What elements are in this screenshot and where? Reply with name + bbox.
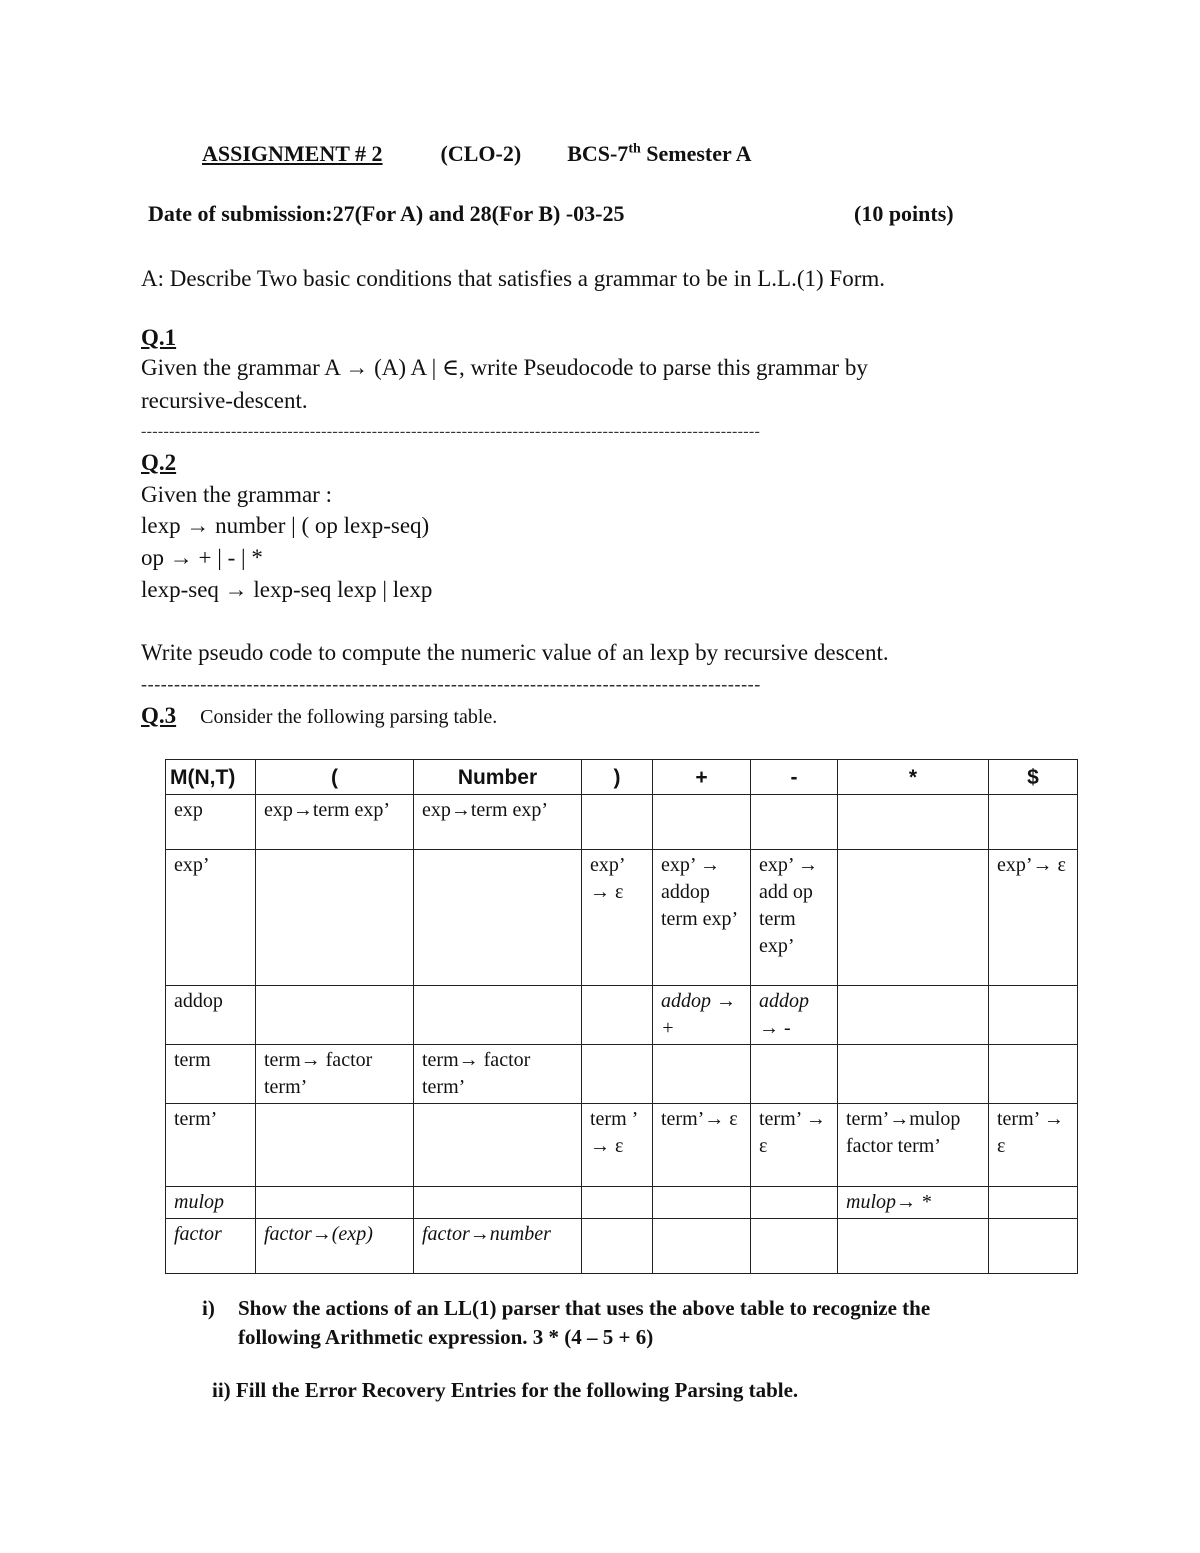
table-cell <box>582 1219 653 1274</box>
q3-subquestion-ii: ii) Fill the Error Recovery Entries for the following Parsing table. <box>212 1378 799 1402</box>
assignment-header <box>202 141 752 167</box>
table-cell <box>989 1219 1078 1274</box>
points-label: (10 points) <box>854 201 954 226</box>
table-cell: exp’ → add op term exp’ <box>751 850 838 986</box>
table-header-cell: ( <box>256 760 414 795</box>
table-cell: addop → - <box>751 986 838 1045</box>
table-cell <box>414 986 582 1045</box>
table-cell: exp’ → addop term exp’ <box>653 850 751 986</box>
table-header-cell: M(N,T) <box>166 760 256 795</box>
clo-label: (CLO-2) <box>440 141 522 166</box>
table-header-cell: + <box>653 760 751 795</box>
subquestion-i-label: i) <box>202 1296 215 1320</box>
subquestion-i-line-1: Show the actions of an LL(1) parser that uses the above table to recognize the <box>238 1296 931 1320</box>
table-row <box>166 1104 1078 1187</box>
table-cell <box>256 850 414 986</box>
table-cell <box>838 850 989 986</box>
separator-1: -------------------------------------------------------------------------------------------------------------- <box>141 423 761 440</box>
table-row <box>166 850 1078 986</box>
table-cell: exp→term exp’ <box>256 795 414 850</box>
date-value: 27(For A) and 28(For B) -03-25 <box>332 201 625 226</box>
table-cell: term’→ ε <box>653 1104 751 1187</box>
table-cell: term ’ → ε <box>582 1104 653 1187</box>
table-cell <box>653 1219 751 1274</box>
table-cell <box>751 1187 838 1219</box>
course-superscript: th <box>628 141 641 157</box>
table-header-row <box>166 760 1078 795</box>
table-cell <box>582 1187 653 1219</box>
q3-heading: Q.3 <box>141 703 177 728</box>
course-suffix: Semester A <box>640 141 752 166</box>
table-cell <box>751 1045 838 1104</box>
subquestion-i-line-2: following Arithmetic expression. 3 * (4 – 5 + 6) <box>238 1325 654 1349</box>
table-cell <box>414 850 582 986</box>
table-header-cell: Number <box>414 760 582 795</box>
q2-rule-1: lexp → number | ( op lexp-seq) <box>141 513 430 538</box>
table-cell <box>414 1187 582 1219</box>
table-cell <box>838 1045 989 1104</box>
assignment-title: ASSIGNMENT # 2 <box>202 141 383 166</box>
table-cell: factor <box>166 1219 256 1274</box>
table-cell <box>838 795 989 850</box>
table-cell: term <box>166 1045 256 1104</box>
table-cell <box>838 986 989 1045</box>
table-cell <box>582 795 653 850</box>
table-cell <box>653 1187 751 1219</box>
table-cell: exp→term exp’ <box>414 795 582 850</box>
q1-line-1: Given the grammar A → (A) A | ∈, write Pseudocode to parse this grammar by <box>141 355 868 380</box>
table-cell: exp’ → ε <box>582 850 653 986</box>
separator-2: ---------------------------------------------------------------------------------------------- <box>141 674 761 694</box>
table-cell: term’ → ε <box>751 1104 838 1187</box>
table-cell: exp <box>166 795 256 850</box>
table-cell <box>582 1045 653 1104</box>
table-header-cell: * <box>838 760 989 795</box>
table-cell <box>751 795 838 850</box>
table-cell <box>989 986 1078 1045</box>
q1-line-2: recursive-descent. <box>141 388 308 413</box>
part-a-question: A: Describe Two basic conditions that satisfies a grammar to be in L.L.(1) Form. <box>141 266 886 291</box>
table-cell: mulop→ * <box>838 1187 989 1219</box>
table-cell: exp’ <box>166 850 256 986</box>
table-cell <box>989 1045 1078 1104</box>
table-cell: factor→(exp) <box>256 1219 414 1274</box>
table-cell: addop → + <box>653 986 751 1045</box>
table-header-cell: ) <box>582 760 653 795</box>
table-row <box>166 1219 1078 1274</box>
table-cell <box>256 1104 414 1187</box>
table-cell: term’→mulop factor term’ <box>838 1104 989 1187</box>
q2-rule-3: lexp-seq → lexp-seq lexp | lexp <box>141 577 433 602</box>
q2-intro: Given the grammar : <box>141 482 332 507</box>
course-prefix: BCS-7 <box>567 141 629 166</box>
table-cell <box>989 795 1078 850</box>
q2-heading: Q.2 <box>141 450 177 475</box>
course-label <box>567 141 751 166</box>
table-cell <box>653 1045 751 1104</box>
table-row <box>166 795 1078 850</box>
date-label: Date of submission: <box>148 201 333 226</box>
table-row <box>166 986 1078 1045</box>
table-cell <box>582 986 653 1045</box>
table-cell: term→ factor term’ <box>256 1045 414 1104</box>
table-cell: term→ factor term’ <box>414 1045 582 1104</box>
table-cell <box>838 1219 989 1274</box>
table-header-cell: $ <box>989 760 1078 795</box>
table-cell: exp’→ ε <box>989 850 1078 986</box>
q3-line <box>141 703 497 729</box>
q3-subquestion-i <box>202 1296 930 1321</box>
q1-heading: Q.1 <box>141 325 177 350</box>
table-cell: mulop <box>166 1187 256 1219</box>
table-header-cell: - <box>751 760 838 795</box>
table-cell: term’ → ε <box>989 1104 1078 1187</box>
table-cell: term’ <box>166 1104 256 1187</box>
table-cell <box>256 1187 414 1219</box>
submission-date-line <box>148 201 954 227</box>
q3-intro: Consider the following parsing table. <box>200 706 498 728</box>
table-row <box>166 1187 1078 1219</box>
table-cell <box>751 1219 838 1274</box>
table-row <box>166 1045 1078 1104</box>
parsing-table <box>165 759 1078 1274</box>
table-cell <box>256 986 414 1045</box>
table-cell: factor→number <box>414 1219 582 1274</box>
q2-rule-2: op → + | - | * <box>141 545 263 570</box>
table-cell <box>414 1104 582 1187</box>
table-cell <box>653 795 751 850</box>
q2-task: Write pseudo code to compute the numeric value of an lexp by recursive descent. <box>141 640 889 665</box>
table-cell: addop <box>166 986 256 1045</box>
table-cell <box>989 1187 1078 1219</box>
